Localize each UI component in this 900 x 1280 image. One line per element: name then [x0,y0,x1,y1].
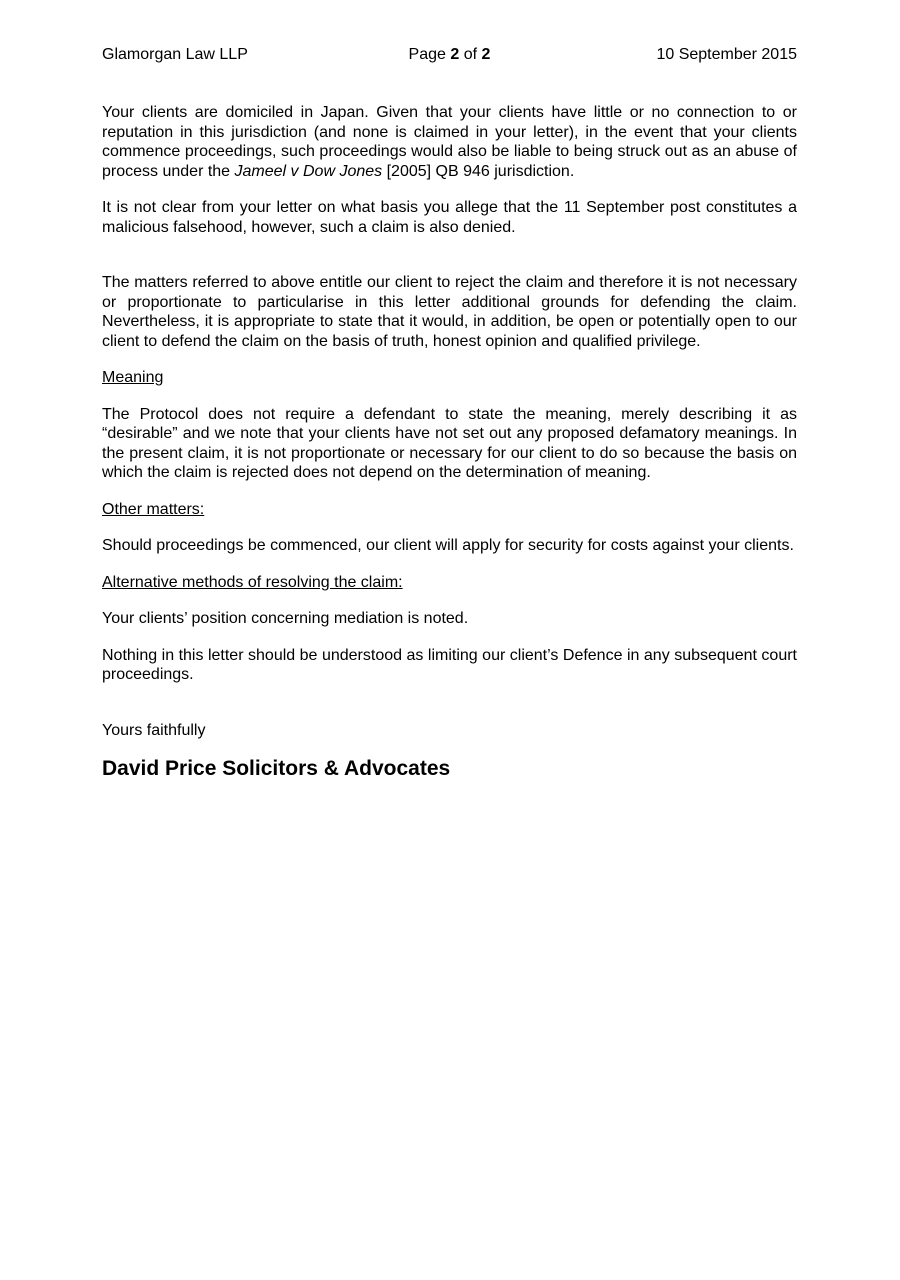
paragraph-domicile [102,103,797,181]
page-header [102,44,797,66]
header-date: 10 September 2015 [656,46,797,63]
paragraph-grounds: The matters referred to above entitle our client to reject the claim and therefore it is not necessary or proportionate to particularise in this letter additional grounds for defending the claim. Nevertheless, it is appropriate to state that it would, in addition, be open or potentially open to our client to defend the claim on the basis of truth, honest opinion and qualified privilege. [102,274,797,350]
paragraph-mediation: Your clients’ position concerning mediation is noted. [102,610,469,627]
page-of-word: of [463,46,478,63]
paragraph-malicious-falsehood: It is not clear from your letter on what basis you allege that the 11 September post constitutes a malicious falsehood, however, such a claim is also denied. [102,199,797,236]
heading-other-matters: Other matters: [102,500,205,518]
letter-body [102,103,797,782]
paragraph-domicile-text-end: [2005] QB 946 jurisdiction. [382,162,575,180]
paragraph-meaning: The Protocol does not require a defendant to state the meaning, merely describing it as “desirable” and we note that your clients have not set out any proposed defamatory meanings. In the present claim, it is not proportionate or necessary for our client to do so because the basis on which the claim is rejected does not depend on the determination of meaning. [102,405,797,481]
signature-firm-name: David Price Solicitors & Advocates [102,757,451,780]
page-word: Page [408,46,446,63]
header-firm-name: Glamorgan Law LLP [102,46,248,63]
heading-alternative-methods: Alternative methods of resolving the claim: [102,573,403,591]
case-citation: Jameel v Dow Jones [234,162,383,180]
current-page: 2 [450,46,460,63]
paragraph-security-costs: Should proceedings be commenced, our client will apply for security for costs against your clients. [102,537,794,554]
closing-salutation: Yours faithfully [102,721,206,739]
paragraph-domicile-text: Your clients are domiciled in Japan. Given that your clients have little or no connection to or reputation in this jurisdiction (and none is claimed in your letter), in the event that your clients commence proceedings, such proceedings would also be liable to being struck out as an abuse of process under the [102,104,797,180]
paragraph-defence: Nothing in this letter should be understood as limiting our client’s Defence in any subsequent court proceedings. [102,646,797,683]
heading-meaning: Meaning [102,369,164,386]
total-pages: 2 [481,46,491,63]
